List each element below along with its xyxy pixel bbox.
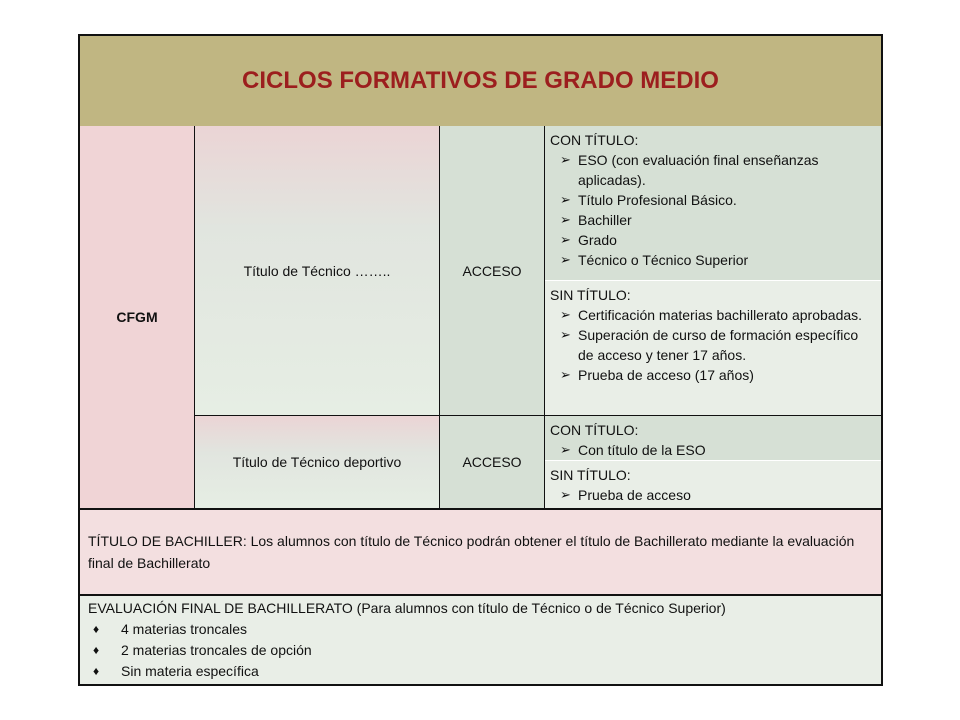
acceso-cell-2 <box>440 416 545 508</box>
list-item: ➢ Título Profesional Básico. <box>560 192 737 208</box>
arrow-bullet-icon: ➢ <box>560 152 571 167</box>
titulo-tecnico-deportivo-cell <box>195 416 440 508</box>
bachiller-note <box>80 508 881 596</box>
list-item: ♦ 4 materias troncales <box>88 619 873 640</box>
acceso-cell-1 <box>440 126 545 416</box>
con-titulo-header: CON TÍTULO: <box>550 422 639 438</box>
arrow-bullet-icon: ➢ <box>560 192 571 207</box>
list-item: ➢ Superación de curso de formación específico de acceso y tener 17 años. <box>560 327 859 363</box>
titulo-tecnico-label: Título de Técnico …….. <box>243 262 391 279</box>
arrow-bullet-icon: ➢ <box>560 252 571 267</box>
list-item: ➢ Técnico o Técnico Superior <box>560 252 749 268</box>
list-item: ➢ ESO (con evaluación final enseñanzas aplicadas). <box>560 152 819 188</box>
formative-cycles-table <box>78 34 883 686</box>
evaluacion-final-block <box>80 596 881 684</box>
diamond-bullet-icon: ♦ <box>93 664 100 678</box>
titulo-tecnico-cell <box>195 126 440 416</box>
sin-titulo-block-2 <box>545 461 881 508</box>
diamond-bullet-icon: ♦ <box>93 622 100 636</box>
arrow-bullet-icon: ➢ <box>560 307 571 322</box>
list-item: ➢ Prueba de acceso <box>560 487 691 503</box>
arrow-bullet-icon: ➢ <box>560 212 571 227</box>
con-titulo-block-2 <box>545 416 881 461</box>
acceso-label: ACCESO <box>462 454 522 470</box>
arrow-bullet-icon: ➢ <box>560 442 571 457</box>
list-item: ➢ Bachiller <box>560 212 632 228</box>
arrow-bullet-icon: ➢ <box>560 487 571 502</box>
list-item: ➢ Certificación materias bachillerato aprobadas. <box>560 307 863 323</box>
sin-titulo-block-1 <box>545 281 881 416</box>
table-title: CICLOS FORMATIVOS DE GRADO MEDIO <box>80 36 881 128</box>
sin-titulo-header: SIN TÍTULO: <box>550 287 631 303</box>
con-titulo-header: CON TÍTULO: <box>550 132 639 148</box>
acceso-label: ACCESO <box>462 262 522 279</box>
arrow-bullet-icon: ➢ <box>560 327 571 342</box>
sin-titulo-header: SIN TÍTULO: <box>550 467 631 483</box>
con-titulo-block-1 <box>545 126 881 281</box>
list-item: ♦ Sin materia específica <box>88 661 873 682</box>
bachiller-note-text: TÍTULO DE BACHILLER: Los alumnos con título de Técnico podrán obtener el título de Bachillerato mediante la evaluación final de Bachillerato <box>88 533 855 571</box>
cfgm-label: CFGM <box>80 126 195 508</box>
list-item: ♦ 2 materias troncales de opción <box>88 640 873 661</box>
arrow-bullet-icon: ➢ <box>560 367 571 382</box>
diamond-bullet-icon: ♦ <box>93 643 100 657</box>
list-item: ➢ Grado <box>560 232 617 248</box>
list-item: ➢ Prueba de acceso (17 años) <box>560 367 754 383</box>
arrow-bullet-icon: ➢ <box>560 232 571 247</box>
evaluacion-header: EVALUACIÓN FINAL DE BACHILLERATO (Para alumnos con título de Técnico o de Técnico Superior) <box>88 600 726 616</box>
titulo-tecnico-deportivo-label: Título de Técnico deportivo <box>232 454 402 470</box>
list-item: ➢ Con título de la ESO <box>560 442 706 458</box>
